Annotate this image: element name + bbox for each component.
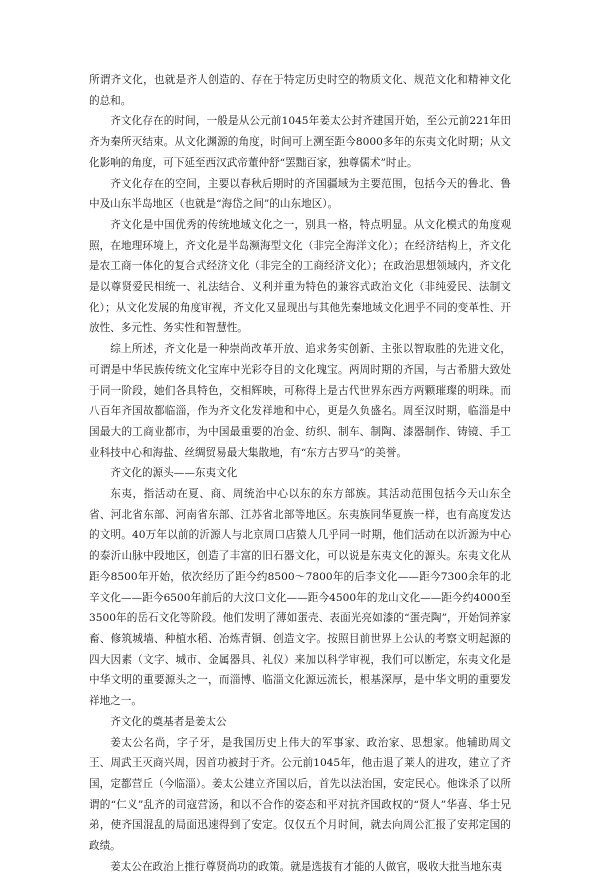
paragraph-summary: 综上所述，齐文化是一种崇尚改革开放、追求务实创新、主张以智取胜的先进文化，可谓是中华民族传统文化宝库中光彩夺目的文化瑰宝。两周时期的齐国，与古希腊大致处于同一阶段，她们各具特色，交相辉映，可称得上是古代世界东西方两颗璀璨的明珠。而八百年齐国故都临淄，作为齐文化发祥地和中心，更是久负盛名。周至汉时期，临淄是中国最大的工商业都市，为中国最重要的冶金、纺织、制车、制陶、漆器制作、铸镜、手工业科技中心和海盐、丝绸贸易最大集散地，有“东方古罗马”的美誉。 [89,343,511,459]
section-heading-source: 齐文化的源头——东夷文化 [110,467,238,480]
paragraph-characteristics: 齐文化是中国优秀的传统地域文化之一，别具一格，特点明显。从文化模式的角度观照，在地理环境上，齐文化是半岛濒海型文化（非完全海洋文化）；在经济结构上，齐文化是农工商一体化的复合式经济文化（非完全的工商经济文化）；在政治思想领域内，齐文化是以尊贤爱民相统一、礼法结合、义利并重为特色的兼容式政治文化（非纯爱民、法制文化）；从文化发展的角度审视，齐文化又显现出与其他先秦地域文化迥乎不同的变革性、开放性、多元性、务实性和智慧性。 [89,218,511,335]
paragraph-jiang-taigong: 姜太公名尚，字子牙，是我国历史上伟大的军事家、政治家、思想家。他辅助周文王、周武王灭商兴周，因首功被封于齐。公元前1045年，他击退了莱人的进攻，建立了齐国，定都营丘（今临淄）。姜太公建立齐国以后，首先以法治国，安定民心。他诛杀了以所谓的“仁义”乱齐的司寇营汤，和以不合作的姿态和平对抗齐国政权的“贤人”华喜、华士兄弟，使齐国混乱的局面迅速得到了安定。仅仅五个月时间，就去向周公汇报了安邦定国的政绩。 [89,736,511,853]
paragraph-time: 齐文化存在的时间，一般是从公元前1045年姜太公封齐建国开始，至公元前221年田齐为秦所灭结束。从文化渊源的角度，时间可上溯至距今8000多年的东夷文化时期；从文化影响的角度，可下延至西汉武帝董仲舒“罢黜百家，独尊儒术”时止。 [89,115,511,169]
paragraph-policy: 姜太公在政治上推行尊贤尚功的政策。就是选拔有才能的人做官，吸收大批当地东夷 [110,860,503,873]
paragraph-space: 齐文化存在的空间，主要以春秋后期时的齐国疆域为主要范围，包括今天的鲁北、鲁中及山东半岛地区（也就是“海岱之间”的山东地区）。 [89,177,511,211]
section-heading-founder: 齐文化的奠基者是姜太公 [110,715,227,728]
paragraph-dongyi: 东夷，指活动在夏、商、周统治中心以东的东方部族。其活动范围包括今天山东全省、河北省东部、河南省东部、江苏省北部等地区。东夷族同华夏族一样，也有高度发达的文明。40万年以前的沂源人与北京周口店猿人几乎同一时期，他们活动在以沂源为中心的泰沂山脉中段地区，创造了丰富的旧石器文化，可以说是东夷文化的源头。东夷文化从距今8500年开始，依次经历了距今约8500～7800年的后李文化——距今7300余年的北辛文化——距今6500年前后的大汶口文化——距今4500年的龙山文化——距今约4000至3500年的岳石文化等阶段。他们发明了薄如蛋壳、表面光亮如漆的“蛋壳陶”，开始饲养家畜、修筑城墙、种植水稻、冶炼青铜、创造文字。按照目前世界上公认的考察文明起源的四大因素（文字、城市、金属器具、礼仪）来加以科学审视，我们可以断定，东夷文化是中华文明的重要源头之一，而淄博、临淄文化源远流长，根基深厚，是中华文明的重要发祥地之一。 [89,488,511,708]
paragraph-intro-continued: 所谓齐文化，也就是齐人创造的、存在于特定历史时空的物质文化、规范文化和精神文化的总和。 [89,74,511,107]
